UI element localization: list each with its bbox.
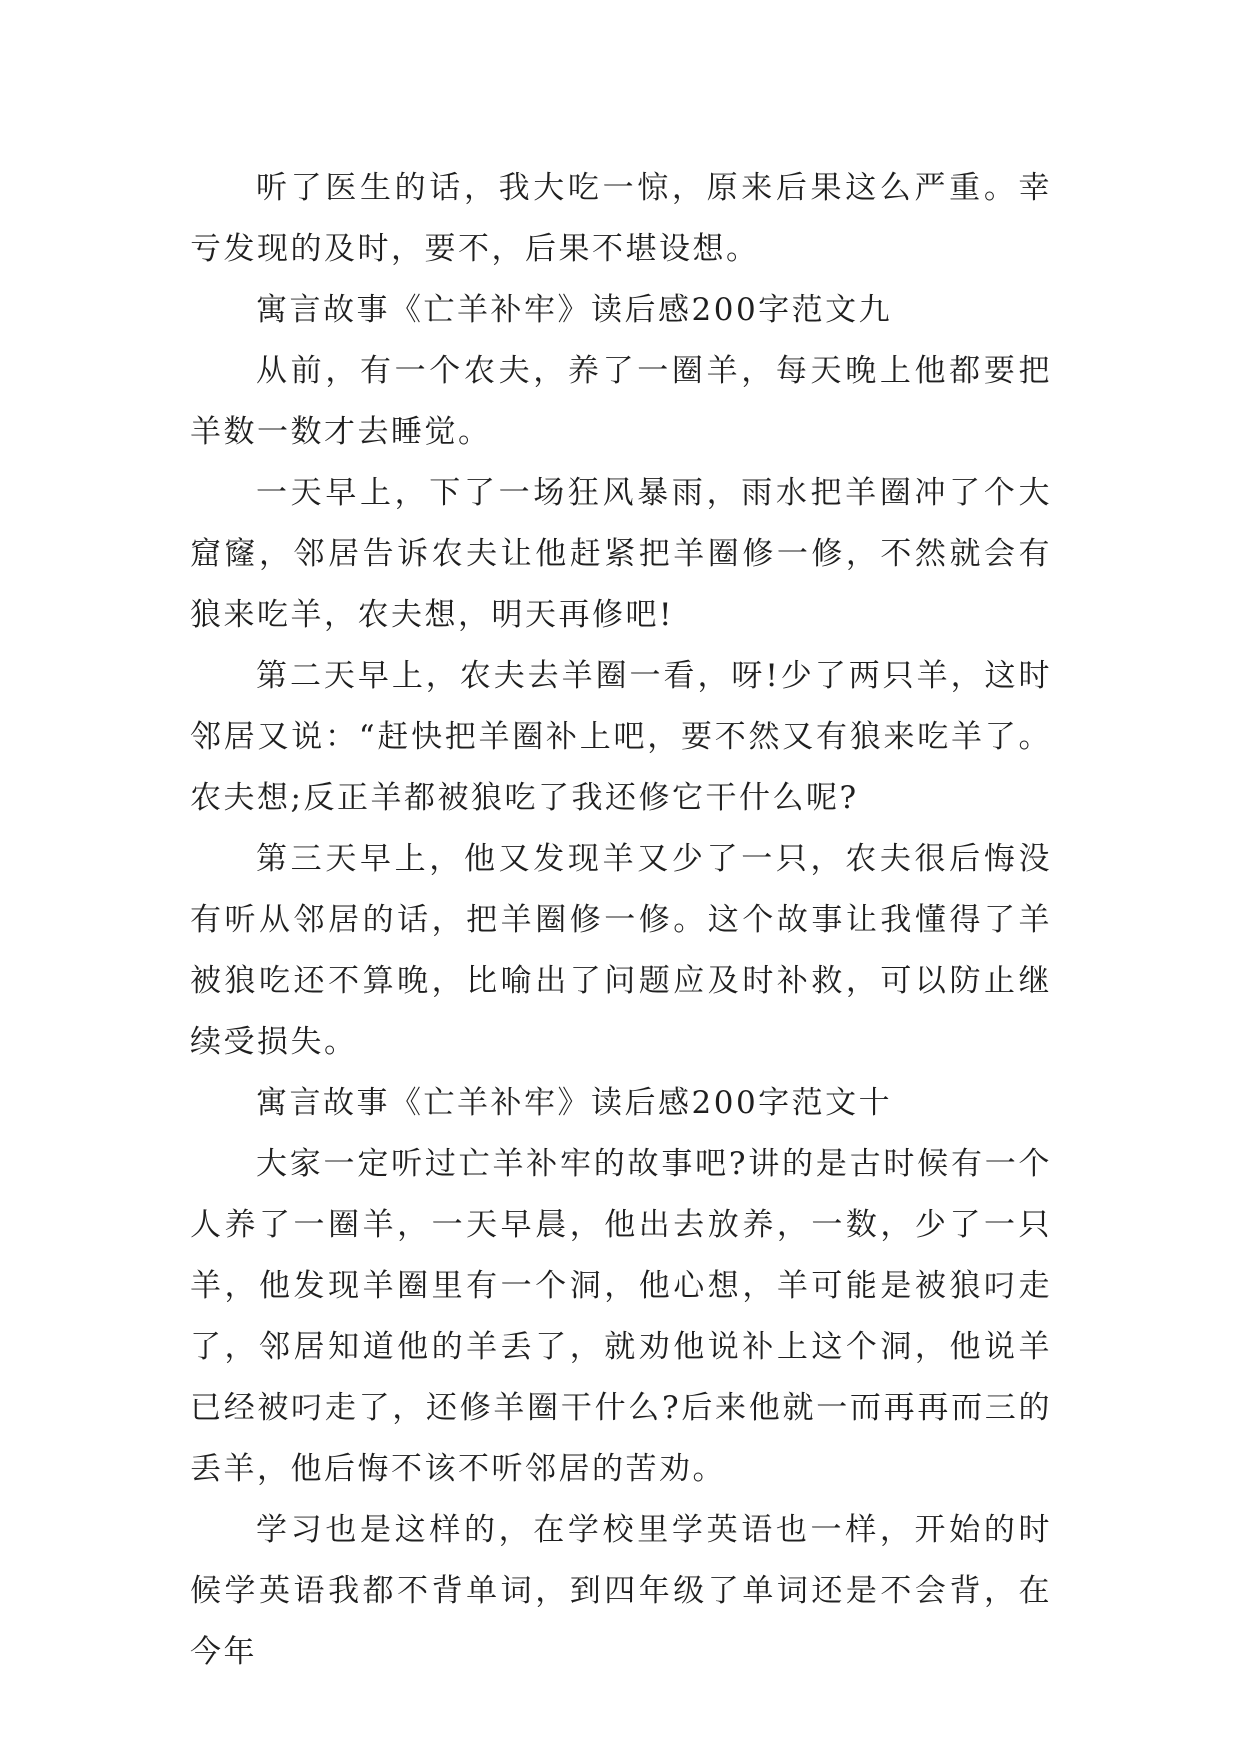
paragraph: 大家一定听过亡羊补牢的故事吧?讲的是古时候有一个人养了一圈羊，一天早晨，他出去放养，一数，少了一只羊，他发现羊圈里有一个洞，他心想，羊可能是被狼叼走了，邻居知道他的羊丢了，就劝他说补上这个洞，他说羊已经被叼走了，还修羊圈干什么?后来他就一而再再而三的丢羊，他后悔不该不听邻居的苦劝。: [190, 1146, 1052, 1487]
paragraph: 第二天早上，农夫去羊圈一看，呀!少了两只羊，这时邻居又说：“赶快把羊圈补上吧，要不然又有狼来吃羊了。农夫想;反正羊都被狼吃了我还修它干什么呢?: [190, 658, 1052, 816]
paragraph: 一天早上，下了一场狂风暴雨，雨水把羊圈冲了个大窟窿，邻居告诉农夫让他赶紧把羊圈修一修，不然就会有狼来吃羊，农夫想，明天再修吧!: [190, 475, 1052, 633]
paragraph: 听了医生的话，我大吃一惊，原来后果这么严重。幸亏发现的及时，要不，后果不堪设想。: [190, 170, 1052, 267]
paragraph: 第三天早上，他又发现羊又少了一只，农夫很后悔没有听从邻居的话，把羊圈修一修。这个故事让我懂得了羊被狼吃还不算晚，比喻出了问题应及时补救，可以防止继续受损失。: [190, 841, 1052, 1060]
paragraph: 从前，有一个农夫，养了一圈羊，每天晚上他都要把羊数一数才去睡觉。: [190, 353, 1052, 450]
document-body: [190, 158, 1052, 1683]
paragraph: 学习也是这样的，在学校里学英语也一样，开始的时候学英语我都不背单词，到四年级了单词还是不会背，在今年: [190, 1512, 1052, 1670]
section-heading: 寓言故事《亡羊补牢》读后感200字范文十: [256, 1085, 893, 1121]
section-heading: 寓言故事《亡羊补牢》读后感200字范文九: [256, 292, 893, 328]
